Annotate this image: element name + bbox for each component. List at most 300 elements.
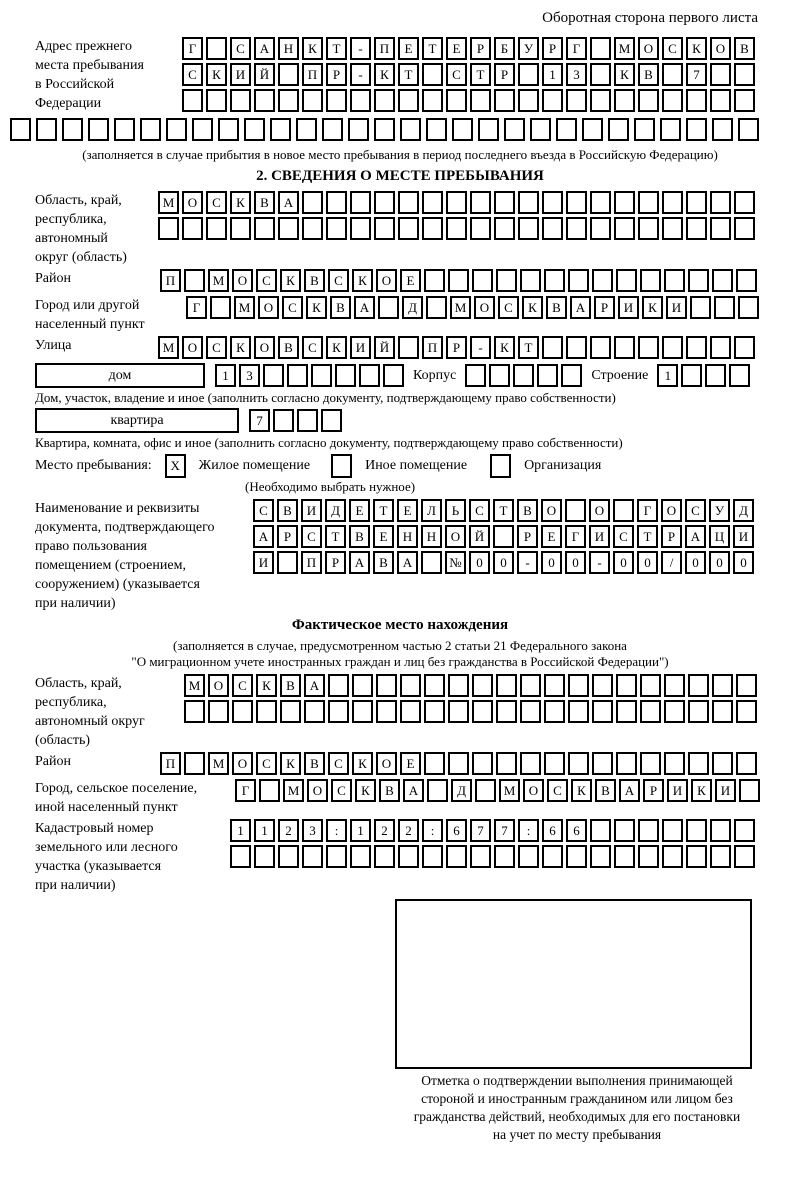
char-cell xyxy=(494,89,515,112)
char-cell xyxy=(681,364,702,387)
char-cell xyxy=(616,752,637,775)
char-cell xyxy=(660,118,681,141)
char-cell xyxy=(230,845,251,868)
char-cell xyxy=(448,269,469,292)
char-cell: О xyxy=(523,779,544,802)
char-cell xyxy=(493,525,514,548)
text-line: Кадастровый номер xyxy=(35,821,154,836)
char-cell xyxy=(350,845,371,868)
char-cell xyxy=(206,217,227,240)
char-cell xyxy=(359,364,380,387)
char-cell: 0 xyxy=(469,551,490,574)
char-cell xyxy=(688,700,709,723)
prev-address-row-3 xyxy=(182,89,755,112)
char-cell xyxy=(296,118,317,141)
text-line: в Российской xyxy=(35,77,115,92)
char-cell: А xyxy=(254,37,275,60)
char-cell xyxy=(472,269,493,292)
char-cell xyxy=(218,118,239,141)
char-cell: Е xyxy=(397,499,418,522)
char-cell xyxy=(62,118,83,141)
char-cell xyxy=(326,845,347,868)
cadastre-grid xyxy=(230,819,755,871)
char-cell: П xyxy=(374,37,395,60)
char-cell xyxy=(427,779,448,802)
char-cell xyxy=(322,118,343,141)
char-cell xyxy=(426,118,447,141)
char-cell xyxy=(736,752,757,775)
char-cell xyxy=(734,191,755,214)
char-cell xyxy=(400,118,421,141)
char-cell xyxy=(566,89,587,112)
char-cell: А xyxy=(278,191,299,214)
fact-raion-label: Район xyxy=(35,754,71,769)
char-cell: Е xyxy=(398,37,419,60)
char-cell xyxy=(614,217,635,240)
char-cell xyxy=(590,191,611,214)
char-cell xyxy=(710,191,731,214)
char-cell xyxy=(705,364,726,387)
char-cell: П xyxy=(301,551,322,574)
char-cell xyxy=(398,191,419,214)
text-line: документа, подтверждающего xyxy=(35,520,215,535)
char-cell xyxy=(206,89,227,112)
char-cell xyxy=(496,269,517,292)
char-cell: И xyxy=(733,525,754,548)
char-cell: 0 xyxy=(613,551,634,574)
char-cell: Т xyxy=(470,63,491,86)
char-cell xyxy=(590,89,611,112)
char-cell: 0 xyxy=(709,551,730,574)
char-cell xyxy=(470,217,491,240)
char-cell xyxy=(729,364,750,387)
text-line: Наименование и реквизиты xyxy=(35,501,200,516)
char-cell: 3 xyxy=(566,63,587,86)
char-cell xyxy=(446,845,467,868)
char-cell xyxy=(263,364,284,387)
char-cell xyxy=(614,845,635,868)
char-cell: Б xyxy=(494,37,515,60)
text-line: помещением (строением, xyxy=(35,558,186,573)
prev-address-row-4 xyxy=(10,118,790,141)
char-cell xyxy=(638,89,659,112)
char-cell: Т xyxy=(373,499,394,522)
char-cell xyxy=(566,217,587,240)
char-cell xyxy=(616,674,637,697)
char-cell xyxy=(714,296,735,319)
char-cell: Т xyxy=(398,63,419,86)
char-cell xyxy=(472,700,493,723)
char-cell: А xyxy=(354,296,375,319)
char-cell: К xyxy=(522,296,543,319)
char-cell xyxy=(736,674,757,697)
char-cell xyxy=(556,118,577,141)
char-cell: В xyxy=(517,499,538,522)
char-cell xyxy=(592,674,613,697)
char-cell: Г xyxy=(235,779,256,802)
char-cell xyxy=(302,89,323,112)
char-cell: П xyxy=(160,752,181,775)
char-cell: К xyxy=(326,336,347,359)
char-cell xyxy=(448,700,469,723)
char-cell xyxy=(518,217,539,240)
char-cell: Р xyxy=(643,779,664,802)
char-cell xyxy=(688,674,709,697)
char-cell: О xyxy=(182,191,203,214)
char-cell xyxy=(10,118,31,141)
char-cell: С xyxy=(282,296,303,319)
char-cell: : xyxy=(326,819,347,842)
char-cell: Н xyxy=(421,525,442,548)
char-cell: 3 xyxy=(239,364,260,387)
char-cell: Р xyxy=(326,63,347,86)
char-cell: О xyxy=(541,499,562,522)
char-cell xyxy=(210,296,231,319)
text-line: автономный округ xyxy=(35,714,145,729)
cadastre-label xyxy=(35,819,230,895)
char-cell: С xyxy=(498,296,519,319)
char-cell xyxy=(544,269,565,292)
char-cell xyxy=(182,89,203,112)
char-cell: О xyxy=(661,499,682,522)
fact-oblast-row-2 xyxy=(184,700,757,723)
doc-label xyxy=(35,499,253,613)
char-cell xyxy=(640,752,661,775)
doc-row-1 xyxy=(253,499,754,522)
char-cell: И xyxy=(667,779,688,802)
oblast-block xyxy=(10,191,790,267)
cadastre-block xyxy=(10,819,790,895)
char-cell xyxy=(277,551,298,574)
char-cell xyxy=(561,364,582,387)
char-cell xyxy=(302,845,323,868)
char-cell: М xyxy=(208,269,229,292)
char-cell: О xyxy=(307,779,328,802)
text-line: республика, xyxy=(35,695,107,710)
char-cell: Р xyxy=(325,551,346,574)
char-cell: К xyxy=(614,63,635,86)
char-cell xyxy=(613,499,634,522)
char-cell: 7 xyxy=(249,409,270,432)
char-cell xyxy=(472,674,493,697)
text-line: при наличии) xyxy=(35,596,116,611)
dom-block xyxy=(35,363,790,388)
char-cell: А xyxy=(403,779,424,802)
char-cell: К xyxy=(280,269,301,292)
char-cell: В xyxy=(638,63,659,86)
char-cell xyxy=(398,845,419,868)
char-cell: К xyxy=(571,779,592,802)
oblast-row-1 xyxy=(158,191,755,214)
char-cell: К xyxy=(355,779,376,802)
char-cell: С xyxy=(301,525,322,548)
char-cell xyxy=(489,364,510,387)
char-cell: 1 xyxy=(542,63,563,86)
char-cell xyxy=(568,674,589,697)
char-cell xyxy=(638,336,659,359)
char-cell: С xyxy=(206,191,227,214)
char-cell: С xyxy=(469,499,490,522)
char-cell: К xyxy=(494,336,515,359)
char-cell xyxy=(734,845,755,868)
char-cell: А xyxy=(685,525,706,548)
stamp-box xyxy=(395,899,752,1069)
char-cell xyxy=(494,845,515,868)
char-cell xyxy=(158,217,179,240)
char-cell xyxy=(542,845,563,868)
ulitsa-block xyxy=(10,336,790,359)
char-cell: Р xyxy=(494,63,515,86)
char-cell: У xyxy=(518,37,539,60)
char-cell xyxy=(446,89,467,112)
char-cell: 7 xyxy=(686,63,707,86)
char-cell: 0 xyxy=(685,551,706,574)
char-cell xyxy=(422,217,443,240)
char-cell: К xyxy=(686,37,707,60)
char-cell xyxy=(424,674,445,697)
char-cell xyxy=(302,191,323,214)
char-cell xyxy=(568,752,589,775)
char-cell xyxy=(374,191,395,214)
mesto-label: Место пребывания: xyxy=(35,458,152,473)
section2-title: 2. СВЕДЕНИЯ О МЕСТЕ ПРЕБЫВАНИЯ xyxy=(256,168,544,184)
char-cell: С xyxy=(302,336,323,359)
char-cell: 0 xyxy=(565,551,586,574)
char-cell: С xyxy=(230,37,251,60)
page-corner-note: Оборотная сторона первого листа xyxy=(542,10,758,26)
char-cell: П xyxy=(302,63,323,86)
char-cell xyxy=(688,269,709,292)
ulitsa-label: Улица xyxy=(35,338,72,353)
char-cell: Т xyxy=(518,336,539,359)
char-cell: К xyxy=(352,752,373,775)
char-cell xyxy=(140,118,161,141)
char-cell: А xyxy=(619,779,640,802)
text-line: Область, край, xyxy=(35,193,122,208)
char-cell xyxy=(398,217,419,240)
char-cell xyxy=(688,752,709,775)
char-cell xyxy=(518,89,539,112)
char-cell: С xyxy=(331,779,352,802)
char-cell xyxy=(496,700,517,723)
char-cell xyxy=(710,89,731,112)
prev-address-grid xyxy=(182,37,755,115)
char-cell xyxy=(88,118,109,141)
fact-raion-row xyxy=(160,752,757,775)
char-cell: Р xyxy=(277,525,298,548)
char-cell xyxy=(400,700,421,723)
char-cell xyxy=(446,191,467,214)
char-cell xyxy=(640,674,661,697)
char-cell: С xyxy=(685,499,706,522)
fact-raion-block xyxy=(10,752,790,775)
char-cell xyxy=(518,845,539,868)
char-cell: В xyxy=(277,499,298,522)
char-cell xyxy=(640,700,661,723)
char-cell xyxy=(494,217,515,240)
char-cell: И xyxy=(666,296,687,319)
char-cell xyxy=(662,217,683,240)
char-cell: О xyxy=(445,525,466,548)
char-cell: К xyxy=(352,269,373,292)
char-cell xyxy=(710,336,731,359)
char-cell xyxy=(530,118,551,141)
char-cell: К xyxy=(256,674,277,697)
char-cell xyxy=(710,217,731,240)
char-cell: К xyxy=(374,63,395,86)
char-cell: 2 xyxy=(398,819,419,842)
fact-gorod-label xyxy=(35,779,235,817)
char-cell xyxy=(278,217,299,240)
char-cell xyxy=(470,191,491,214)
char-cell xyxy=(686,118,707,141)
char-cell: М xyxy=(184,674,205,697)
char-cell xyxy=(352,700,373,723)
text-line: населенный пункт xyxy=(35,317,145,332)
char-cell: / xyxy=(661,551,682,574)
char-cell: К xyxy=(302,37,323,60)
char-cell: Т xyxy=(422,37,443,60)
char-cell xyxy=(662,819,683,842)
raion-label: Район xyxy=(35,271,71,286)
char-cell xyxy=(614,336,635,359)
char-cell: В xyxy=(349,525,370,548)
char-cell: И xyxy=(253,551,274,574)
char-cell xyxy=(230,89,251,112)
char-cell: М xyxy=(234,296,255,319)
char-cell xyxy=(690,296,711,319)
char-cell: М xyxy=(158,191,179,214)
char-cell xyxy=(504,118,525,141)
dom-cells xyxy=(215,364,404,387)
char-cell xyxy=(398,336,419,359)
raion-block xyxy=(10,269,790,292)
fact-oblast-row-1 xyxy=(184,674,757,697)
char-cell: О xyxy=(474,296,495,319)
char-cell xyxy=(304,700,325,723)
char-cell: А xyxy=(349,551,370,574)
char-cell: С xyxy=(613,525,634,548)
char-cell xyxy=(287,364,308,387)
char-cell: Д xyxy=(733,499,754,522)
checkbox-zhiloe: X xyxy=(165,454,186,478)
char-cell: А xyxy=(397,551,418,574)
char-cell xyxy=(448,674,469,697)
char-cell xyxy=(565,499,586,522)
char-cell: Т xyxy=(326,37,347,60)
char-cell: 7 xyxy=(470,819,491,842)
dom-box: дом xyxy=(35,363,205,388)
char-cell xyxy=(590,336,611,359)
char-cell: В xyxy=(546,296,567,319)
char-cell xyxy=(254,845,275,868)
char-cell: П xyxy=(160,269,181,292)
char-cell xyxy=(278,89,299,112)
char-cell xyxy=(518,191,539,214)
char-cell xyxy=(739,779,760,802)
char-cell: - xyxy=(517,551,538,574)
char-cell xyxy=(592,752,613,775)
char-cell xyxy=(374,118,395,141)
char-cell xyxy=(254,89,275,112)
char-cell xyxy=(518,63,539,86)
char-cell xyxy=(426,296,447,319)
char-cell: Г xyxy=(186,296,207,319)
char-cell xyxy=(712,269,733,292)
char-cell xyxy=(686,845,707,868)
prev-address-row-1 xyxy=(182,37,755,60)
char-cell xyxy=(590,819,611,842)
char-cell: В xyxy=(304,269,325,292)
char-cell xyxy=(422,191,443,214)
char-cell: 1 xyxy=(254,819,275,842)
doc-row-3 xyxy=(253,551,754,574)
char-cell xyxy=(208,700,229,723)
oblast-row-2 xyxy=(158,217,755,240)
char-cell xyxy=(734,819,755,842)
text-line: стороной и иностранным гражданином или лицом без xyxy=(421,1091,733,1106)
char-cell xyxy=(582,118,603,141)
char-cell xyxy=(710,819,731,842)
char-cell xyxy=(374,217,395,240)
char-cell xyxy=(738,296,759,319)
char-cell: 7 xyxy=(494,819,515,842)
char-cell xyxy=(352,674,373,697)
char-cell xyxy=(230,217,251,240)
char-cell: С xyxy=(253,499,274,522)
char-cell xyxy=(326,191,347,214)
char-cell xyxy=(400,674,421,697)
char-cell: Р xyxy=(517,525,538,548)
char-cell xyxy=(374,89,395,112)
doc-block xyxy=(10,499,790,613)
char-cell xyxy=(544,752,565,775)
text-line: Адрес прежнего xyxy=(35,39,132,54)
char-cell xyxy=(328,700,349,723)
char-cell xyxy=(520,269,541,292)
ulitsa-row xyxy=(158,336,755,359)
char-cell xyxy=(328,674,349,697)
option-organizatsiya-label: Организация xyxy=(524,458,602,473)
char-cell: 1 xyxy=(657,364,678,387)
text-line: округ (область) xyxy=(35,250,127,265)
char-cell xyxy=(424,752,445,775)
text-line: Отметка о подтверждении выполнения принимающей xyxy=(421,1073,733,1088)
char-cell: Г xyxy=(182,37,203,60)
fact-oblast-label xyxy=(35,674,184,750)
char-cell: 6 xyxy=(446,819,467,842)
char-cell: О xyxy=(182,336,203,359)
char-cell: Р xyxy=(542,37,563,60)
char-cell: Т xyxy=(637,525,658,548)
char-cell xyxy=(638,191,659,214)
char-cell xyxy=(448,752,469,775)
text-line: республика, xyxy=(35,212,107,227)
char-cell: М xyxy=(614,37,635,60)
text-line: (область) xyxy=(35,733,91,748)
char-cell xyxy=(254,217,275,240)
char-cell xyxy=(398,89,419,112)
char-cell xyxy=(376,674,397,697)
cadastre-row-2 xyxy=(230,845,755,868)
char-cell: 6 xyxy=(566,819,587,842)
char-cell xyxy=(608,118,629,141)
checkbox-inoe xyxy=(331,454,352,478)
char-cell xyxy=(614,819,635,842)
char-cell: Е xyxy=(541,525,562,548)
char-cell xyxy=(568,700,589,723)
char-cell: Г xyxy=(566,37,587,60)
